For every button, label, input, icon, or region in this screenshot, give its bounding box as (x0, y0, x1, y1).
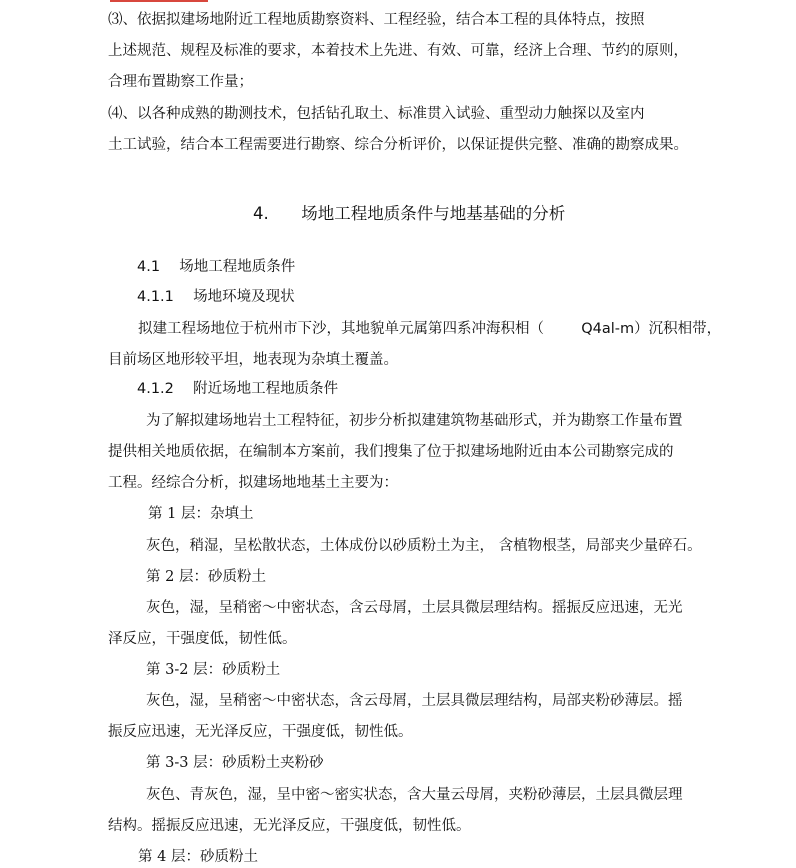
para412-line2: 提供相关地质依据，在编制本方案前，我们搜集了位于拟建场地附近由本公司勘察完成的 (108, 444, 674, 460)
layer-label: 第 2 层：砂质粉土 (146, 569, 266, 585)
layer-label: 第 4 层：砂质粉土 (138, 849, 258, 865)
para411-line1-text: 拟建工程场地位于杭州市下沙，其地貌单元属第四系冲海积相（ (138, 321, 544, 337)
subsection-title: 场地工程地质条件 (179, 259, 296, 275)
section-number: 4. (253, 204, 269, 223)
layer-description: 灰色、青灰色，湿，呈中密～密实状态，含大量云母屑，夹粉砂薄层，土层具微层理 (146, 787, 683, 803)
layer-description: 振反应迅速，无光泽反应，干强度低，韧性低。 (108, 724, 413, 740)
layer-label: 第 1 层：杂填土 (148, 506, 254, 522)
para3-line3: 合理布置勘察工作量； (108, 74, 253, 90)
para3-line1: ⑶、依据拟建场地附近工程地质勘察资料、工程经验，结合本工程的具体特点，按照 (108, 12, 645, 28)
para411-line1 (138, 320, 721, 338)
subsection-number: 4.1.2 (137, 381, 174, 397)
layer-label: 第 3-3 层：砂质粉土夹粉砂 (146, 755, 324, 771)
red-header-line (110, 0, 208, 2)
layer-description: 灰色，湿，呈稍密～中密状态，含云母屑，土层具微层理结构。摇振反应迅速，无光 (146, 600, 683, 616)
layer-description: 结构。摇振反应迅速，无光泽反应，干强度低，韧性低。 (108, 818, 471, 834)
layer-description: 灰色，湿，呈稍密～中密状态，含云母屑，土层具微层理结构，局部夹粉砂薄层。摇 (146, 693, 683, 709)
layer-label: 第 3-2 层：砂质粉土 (146, 662, 281, 678)
subsection-4-1 (137, 258, 295, 276)
section-heading (253, 205, 565, 223)
para412-line1: 为了解拟建场地岩土工程特征，初步分析拟建建筑物基础形式，并为勘察工作量布置 (146, 413, 683, 429)
para4-line1: ⑷、以各种成熟的勘测技术，包括钻孔取土、标准贯入试验、重型动力触探以及室内 (108, 106, 645, 122)
subsection-title: 附近场地工程地质条件 (193, 381, 339, 397)
layer-description: 泽反应，干强度低，韧性低。 (108, 631, 297, 647)
layer-description: 灰色，稍湿，呈松散状态，土体成份以砂质粉土为主， 含植物根茎，局部夹少量碎石。 (146, 538, 702, 554)
para4-line2: 土工试验，结合本工程需要进行勘察、综合分析评价，以保证提供完整、准确的勘察成果。 (108, 137, 688, 153)
section-title: 场地工程地质条件与地基基础的分析 (301, 204, 566, 223)
subsection-4-1-1 (137, 288, 295, 306)
para412-line3: 工程。经综合分析，拟建场地地基土主要为： (108, 475, 398, 491)
para411-line2: 目前场区地形较平坦，地表现为杂填土覆盖。 (108, 352, 398, 368)
subsection-number: 4.1.1 (137, 289, 174, 305)
para3-line2: 上述规范、规程及标准的要求，本着技术上先进、有效、可靠，经济上合理、节约的原则， (108, 43, 688, 59)
subsection-title: 场地环境及现状 (193, 289, 295, 305)
subsection-number: 4.1 (137, 259, 161, 275)
para411-line1-geo: Q4al-m）沉积相带， (581, 321, 722, 337)
subsection-4-1-2 (137, 380, 338, 398)
